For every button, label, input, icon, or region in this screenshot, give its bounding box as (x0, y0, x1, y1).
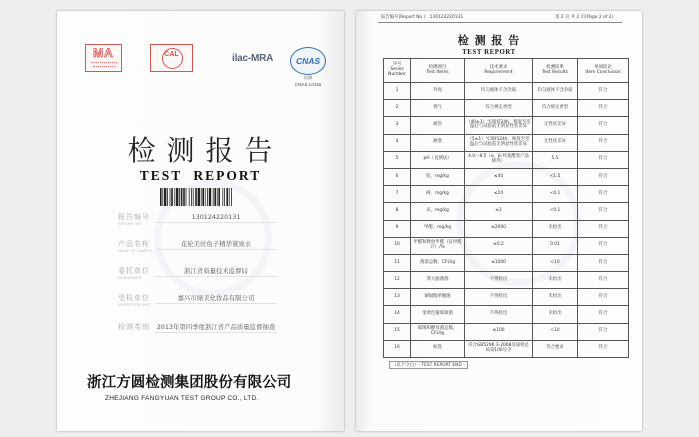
barcode-bar (167, 188, 168, 206)
test-result-cell: <0.1 (533, 186, 578, 203)
field-value: 2013年第四季度浙江省产品质量监督抽查 (156, 323, 276, 331)
table-row (384, 340, 629, 357)
barcode-bar (179, 188, 180, 206)
barcode-bar (176, 188, 178, 206)
requirement-cell: ≤100 (465, 323, 533, 340)
ilac-mra-logo: ilac-MRA (232, 53, 274, 64)
test-item-cell: 霉菌和酵母菌总数，CFU/g (411, 323, 465, 340)
barcode-bar (213, 188, 214, 206)
table-row (384, 289, 629, 306)
barcode-bar (201, 188, 202, 206)
barcode-bar (160, 188, 162, 206)
col-header-test-items (411, 59, 465, 83)
col-header-zh: 检测结果 (546, 64, 564, 70)
test-item-cell: 香气 (411, 100, 465, 117)
requirement-cell: 不得检出 (465, 306, 533, 323)
cnas-logo (290, 47, 326, 75)
cnas-sub-label: 检测 (304, 75, 312, 80)
test-item-cell: 铜绿假单胞菌 (411, 289, 465, 306)
barcode-bar (229, 188, 230, 206)
col-header-en: Test Results (542, 69, 568, 75)
col-header-en: Requirement (484, 69, 513, 75)
serial-number-cell: 7 (384, 186, 411, 203)
cover-title: 检 测 报 告 (127, 134, 274, 167)
field-test-category (57, 323, 344, 339)
cma-letters: MA (93, 46, 114, 60)
field-label: 产品名称 (118, 239, 150, 248)
barcode-bar (181, 188, 183, 206)
report-end-note: （以下空白）- TEST REPORT END - (389, 361, 468, 369)
test-item-cell: 标签 (411, 340, 465, 357)
conclusion-cell: 符合 (578, 203, 629, 220)
serial-number-cell: 9 (384, 220, 411, 237)
field-value: 花轮美丝鱼子精华紧致水 (180, 240, 252, 248)
field-label: 检测类别 (118, 322, 150, 331)
col-header-en: Item Conclusion (585, 69, 621, 75)
test-result-cell: 未检出 (533, 272, 578, 289)
results-title-en: TEST REPORT (462, 49, 516, 56)
serial-number-cell: 8 (384, 203, 411, 220)
table-header-row (384, 59, 629, 83)
barcode-bar (170, 188, 171, 206)
requirement-cell: 不得检出 (465, 289, 533, 306)
field-consigner (57, 267, 344, 283)
col-header-requirement (465, 59, 533, 83)
col-header-zh: 检测项目 (428, 64, 447, 70)
barcode-bar (218, 188, 220, 206)
serial-number-cell: 16 (384, 340, 411, 357)
barcode-bar (209, 188, 211, 206)
barcode-bar (183, 188, 185, 206)
report-results-page (356, 11, 642, 431)
test-item-cell: 汞，mg/kg (411, 203, 465, 220)
conclusion-cell: 符合 (578, 340, 629, 357)
col-header-zh: 单项结论 (594, 64, 612, 70)
barcode-bar (214, 188, 216, 206)
col-header-zh: 技术要求 (489, 64, 508, 70)
barcode-bar (189, 188, 190, 206)
table-row (384, 100, 629, 117)
serial-number-cell: 14 (384, 306, 411, 323)
cover-title-en: TEST REPORT (139, 168, 262, 183)
barcode (160, 188, 232, 206)
cal-stamp (150, 44, 193, 72)
test-item-cell: 砷，mg/kg (411, 186, 465, 203)
field-report-no (57, 213, 344, 229)
requirement-cell: 不得检出 (465, 272, 533, 289)
barcode-bar (198, 188, 200, 206)
test-item-cell: 外观 (411, 83, 465, 100)
header-report-no: 报告编号(Report No.)：130124220131 (381, 15, 464, 20)
test-result-cell: 无性状差异 (533, 134, 578, 151)
serial-number-cell: 11 (384, 254, 411, 271)
cnas-logo-text: CNAS (295, 56, 321, 66)
test-result-cell: <0.1 (533, 203, 578, 220)
table-row (384, 237, 629, 254)
conclusion-cell: 符合 (578, 323, 629, 340)
test-result-cell: 无性状差异 (533, 117, 578, 134)
table-row (384, 323, 629, 340)
col-header-serial (384, 59, 411, 83)
barcode-bar (171, 188, 173, 206)
barcode-bar (193, 188, 194, 206)
barcode-bar (205, 188, 206, 206)
barcode-bar (217, 188, 218, 206)
barcode-bar (231, 188, 232, 206)
test-item-cell: 菌落总数，CFU/g (411, 254, 465, 271)
requirement-cell: 符合GB5296.3-2008及质检总局第100号令 (465, 340, 533, 357)
table-row (384, 306, 629, 323)
requirement-cell: ≤40 (465, 168, 533, 185)
test-result-cell: <10 (533, 323, 578, 340)
table-row (384, 272, 629, 289)
requirement-cell: 符合规定香型 (465, 100, 533, 117)
serial-number-cell: 4 (384, 134, 411, 151)
col-header-en: Series Number (388, 67, 406, 77)
table-row (384, 220, 629, 237)
field-label: 报告编号 (118, 212, 150, 221)
barcode-bar (222, 188, 223, 206)
test-result-cell: 5.5 (533, 151, 578, 168)
test-result-cell: 未检出 (533, 306, 578, 323)
field-label: 委托单位 (118, 266, 150, 275)
table-row (384, 134, 629, 151)
cma-stamp (85, 44, 122, 72)
barcode-bar (162, 188, 163, 206)
test-result-cell: <1.5 (533, 168, 578, 185)
table-row (384, 186, 629, 203)
field-label-en: NAME OF SAMPLE (118, 248, 153, 253)
table-row (384, 254, 629, 271)
test-result-cell: 符合规定香型 (533, 100, 578, 117)
test-item-cell: pH（直测法） (411, 151, 465, 168)
cal-letters: CAL (164, 51, 179, 58)
table-row (384, 83, 629, 100)
test-item-cell: 耐热 (411, 117, 465, 134)
requirement-cell: （5±1）℃保持24h，恢复至室温后与试验前无明显性状差异 (465, 134, 533, 151)
test-result-cell: 未检出 (533, 289, 578, 306)
conclusion-cell: 符合 (578, 186, 629, 203)
conclusion-cell: 符合 (578, 254, 629, 271)
test-item-cell: 耐寒 (411, 134, 465, 151)
results-table (383, 58, 629, 358)
requirement-cell: ≤0.2 (465, 237, 533, 254)
field-underline (155, 222, 277, 223)
field-underline (155, 249, 277, 250)
conclusion-cell: 符合 (578, 100, 629, 117)
field-underline (155, 303, 277, 304)
field-sample-name (57, 240, 344, 256)
test-item-cell: 粪大肠菌群 (411, 272, 465, 289)
serial-number-cell: 10 (384, 237, 411, 254)
field-value: 130124220131 (191, 213, 241, 221)
test-item-cell: 铅，mg/kg (411, 168, 465, 185)
serial-number-cell: 2 (384, 100, 411, 117)
test-item-cell: 甲醇，mg/kg (411, 220, 465, 237)
company-name: 浙江方圆检测集团股份有限公司 (87, 375, 292, 391)
field-inspected-unit (57, 294, 344, 310)
stamp-text-line (93, 66, 115, 67)
barcode-bar (191, 188, 192, 206)
col-header-test-results (533, 59, 578, 83)
test-item-cell: 甲醛和释放甲醛（以甲醛计）/% (411, 237, 465, 254)
field-underline (155, 276, 277, 277)
header-page-info: 第 2 页 共 2 页(Page 2 of 2) (555, 15, 614, 20)
requirement-cell: ≤10 (465, 186, 533, 203)
results-table-body (384, 83, 629, 358)
conclusion-cell: 符合 (578, 168, 629, 185)
conclusion-cell: 符合 (578, 83, 629, 100)
test-result-cell: 未检出 (533, 220, 578, 237)
test-result-cell: <10 (533, 254, 578, 271)
barcode-bar (195, 188, 197, 206)
stamp-text-line (91, 62, 117, 63)
col-header-zh: 序号 (392, 62, 402, 68)
barcode-bar (224, 188, 225, 206)
barcode-bar (164, 188, 166, 206)
serial-number-cell: 5 (384, 151, 411, 168)
barcode-bar (202, 188, 204, 206)
field-underline (155, 332, 277, 333)
barcode-bar (207, 188, 208, 206)
col-header-conclusion (578, 59, 629, 83)
header-rule (378, 22, 622, 23)
barcode-bar (226, 188, 228, 206)
field-label-en: INSPECTED UNIT (118, 302, 151, 307)
field-value: 嘉兴市绿美化妆品有限公司 (177, 294, 255, 302)
test-item-cell: 金黄色葡萄球菌 (411, 306, 465, 323)
field-label-en: CONSIGNER (118, 275, 142, 280)
table-row (384, 117, 629, 134)
requirement-cell: ≤1 (465, 203, 533, 220)
serial-number-cell: 1 (384, 83, 411, 100)
serial-number-cell: 6 (384, 168, 411, 185)
conclusion-cell: 符合 (578, 134, 629, 151)
serial-number-cell: 13 (384, 289, 411, 306)
serial-number-cell: 15 (384, 323, 411, 340)
requirement-cell: （40±1）℃保持24h，恢复至室温后与试验前无明显性状差异 (465, 117, 533, 134)
serial-number-cell: 3 (384, 117, 411, 134)
table-row (384, 203, 629, 220)
serial-number-cell: 12 (384, 272, 411, 289)
cnas-code: CNAS L0116 (294, 82, 322, 87)
conclusion-cell: 符合 (578, 289, 629, 306)
table-row (384, 168, 629, 185)
table-row (384, 151, 629, 168)
requirement-cell: 均匀液体不含杂质 (465, 83, 533, 100)
field-value: 浙江省质量技术监督局 (184, 267, 248, 275)
test-result-cell: 符合要求 (533, 340, 578, 357)
conclusion-cell: 符合 (578, 220, 629, 237)
test-result-cell: 均匀液体不含杂质 (533, 83, 578, 100)
requirement-cell: 4.0～8.5（α、β-羟基酸类产品除外） (465, 151, 533, 168)
barcode-bar (174, 188, 175, 206)
conclusion-cell: 符合 (578, 151, 629, 168)
conclusion-cell: 符合 (578, 272, 629, 289)
results-title: 检 测 报 告 (457, 34, 521, 47)
conclusion-cell: 符合 (578, 117, 629, 134)
test-result-cell: 0.01 (533, 237, 578, 254)
col-header-en: Test Items (426, 69, 449, 75)
conclusion-cell: 符合 (578, 306, 629, 323)
field-label-en: REPORT NO. (118, 221, 143, 226)
company-name-en: ZHEJIANG FANGYUAN TEST GROUP CO., LTD. (105, 395, 259, 402)
requirement-cell: ≤1000 (465, 254, 533, 271)
requirement-cell: ≤2000 (465, 220, 533, 237)
conclusion-cell: 符合 (578, 237, 629, 254)
barcode-bar (186, 188, 187, 206)
field-label: 受检单位 (118, 293, 150, 302)
report-cover-page (57, 11, 344, 431)
